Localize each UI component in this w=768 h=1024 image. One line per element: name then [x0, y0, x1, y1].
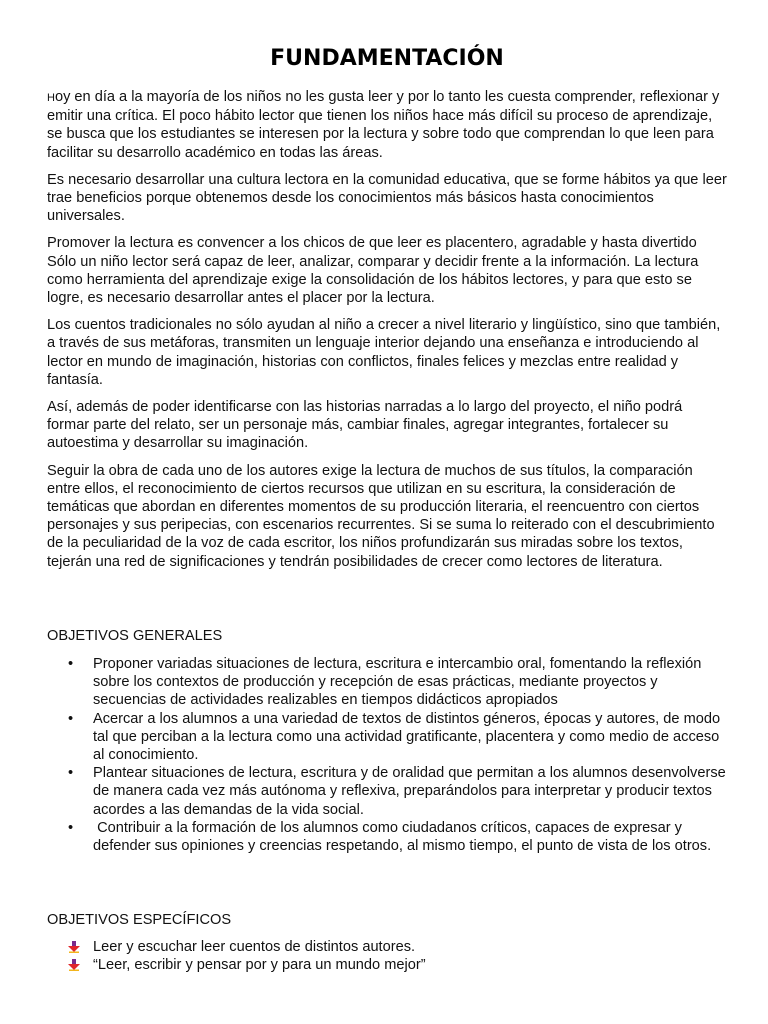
paragraph-5: Así, además de poder identificarse con las historias narradas a lo largo del proyecto, el niño podrá formar parte del relato, ser un personaje más, cambiar finales, agregar integrantes, fortalecer su autoestima y desarrollar su imaginación.	[47, 399, 683, 452]
paragraph-4: Los cuentos tradicionales no sólo ayudan al niño a crecer a nivel literario y lingüístico, sino que también, a través de sus metáforas, transmiten un lenguaje interior dejando una enseñanza e introduciendo al lector en mundo de imaginación, historias con conflictos, finales felices y mezclas entre realidad y fantasía.	[47, 317, 721, 388]
paragraph-2: Es necesario desarrollar una cultura lectora en la comunidad educativa, que se forme hábitos ya que leer trae beneficios porque obtenemos desde los conocimientos más básicos hasta conocimientos universales.	[47, 171, 727, 225]
fundamentacion-body	[47, 88, 727, 580]
colored-down-arrow-icon	[68, 941, 80, 953]
general-objectives-list	[47, 655, 727, 855]
paragraph-1	[47, 88, 727, 162]
list-item-text: Plantear situaciones de lectura, escritura y de oralidad que permitan a los alumnos desenvolverse de manera cada vez más autónoma y reflexiva, preparándolos para interpretar y producir textos acordes a las demandas de la vida social.	[93, 765, 726, 818]
list-item-text: Proponer variadas situaciones de lectura, escritura e intercambio oral, fomentando la reflexión sobre los contextos de producción y recepción de esas prácticas, mediante proyectos y secuencias de actividades realizables en tiempos didácticos apropiados	[93, 656, 702, 709]
specific-objectives-list	[47, 938, 727, 974]
list-item-text: “Leer, escribir y pensar por y para un mundo mejor”	[93, 957, 426, 974]
list-item	[47, 764, 727, 819]
list-item	[47, 938, 727, 956]
bullet-dot: •	[68, 765, 74, 782]
paragraph-3: Promover la lectura es convencer a los chicos de que leer es placentero, agradable y hasta divertido Sólo un niño lector será capaz de leer, analizar, comparar y decidir frente a la información. La lectura como herramienta del aprendizaje exige la consolidación de los hábitos lectores, y para que esto se logre, es necesario desarrollar antes el placer por la lectura.	[47, 235, 699, 307]
list-item-text: Acercar a los alumnos a una variedad de textos de distintos géneros, épocas y autores, de modo tal que perciban a la lectura como una actividad gratificante, placentera y como medio de acceso al conocimiento.	[93, 710, 721, 764]
list-item	[47, 819, 727, 855]
general-objectives-title: OBJETIVOS GENERALES	[47, 628, 223, 644]
bullet-dot: •	[68, 656, 74, 672]
bullet-dot: •	[68, 710, 74, 727]
bullet-dot: •	[68, 819, 74, 836]
paragraph-1-first-letter: H	[47, 92, 55, 104]
document-title: FUNDAMENTACIÓN	[270, 46, 504, 71]
colored-down-arrow-icon	[68, 959, 80, 971]
specific-objectives-title: OBJETIVOS ESPECÍFICOS	[47, 912, 232, 928]
list-item-text: Leer y escuchar leer cuentos de distintos autores.	[93, 939, 416, 955]
paragraph-1-text: oy en día a la mayoría de los niños no les gusta leer y por lo tanto les cuesta comprender, reflexionar y emitir una crítica. El poco hábito lector que tienen los niños hace más difícil su proceso de aprendizaje, se busca que los estudiantes se interesen por la lectura y sobre todo que comprendan lo que leen para facilitar su desarrollo académico en todas las áreas.	[47, 89, 720, 161]
paragraph-6: Seguir la obra de cada uno de los autores exige la lectura de muchos de sus títulos, la comparación entre ellos, el reconocimiento de ciertos recursos que utilizan en su escritura, la consideración de temáticas que abordan en diferentes momentos de su producción literaria, el reencuentro con ciertos personajes y sus peripecias, con escenarios recurrentes. Si se suma lo reiterado con el descubrimiento de la peculiaridad de la voz de cada escritor, los niños profundizarán sus miradas sobre los textos, tejerán una red de significaciones y tendrán posibilidades de crecer como lectores de literatura.	[47, 462, 715, 570]
list-item	[47, 710, 727, 765]
list-item	[47, 655, 727, 710]
list-item-text: Contribuir a la formación de los alumnos como ciudadanos críticos, capaces de expresar y defender sus opiniones y creencias respetando, al mismo tiempo, el punto de vista de los otros.	[93, 819, 712, 855]
list-item	[47, 956, 727, 974]
